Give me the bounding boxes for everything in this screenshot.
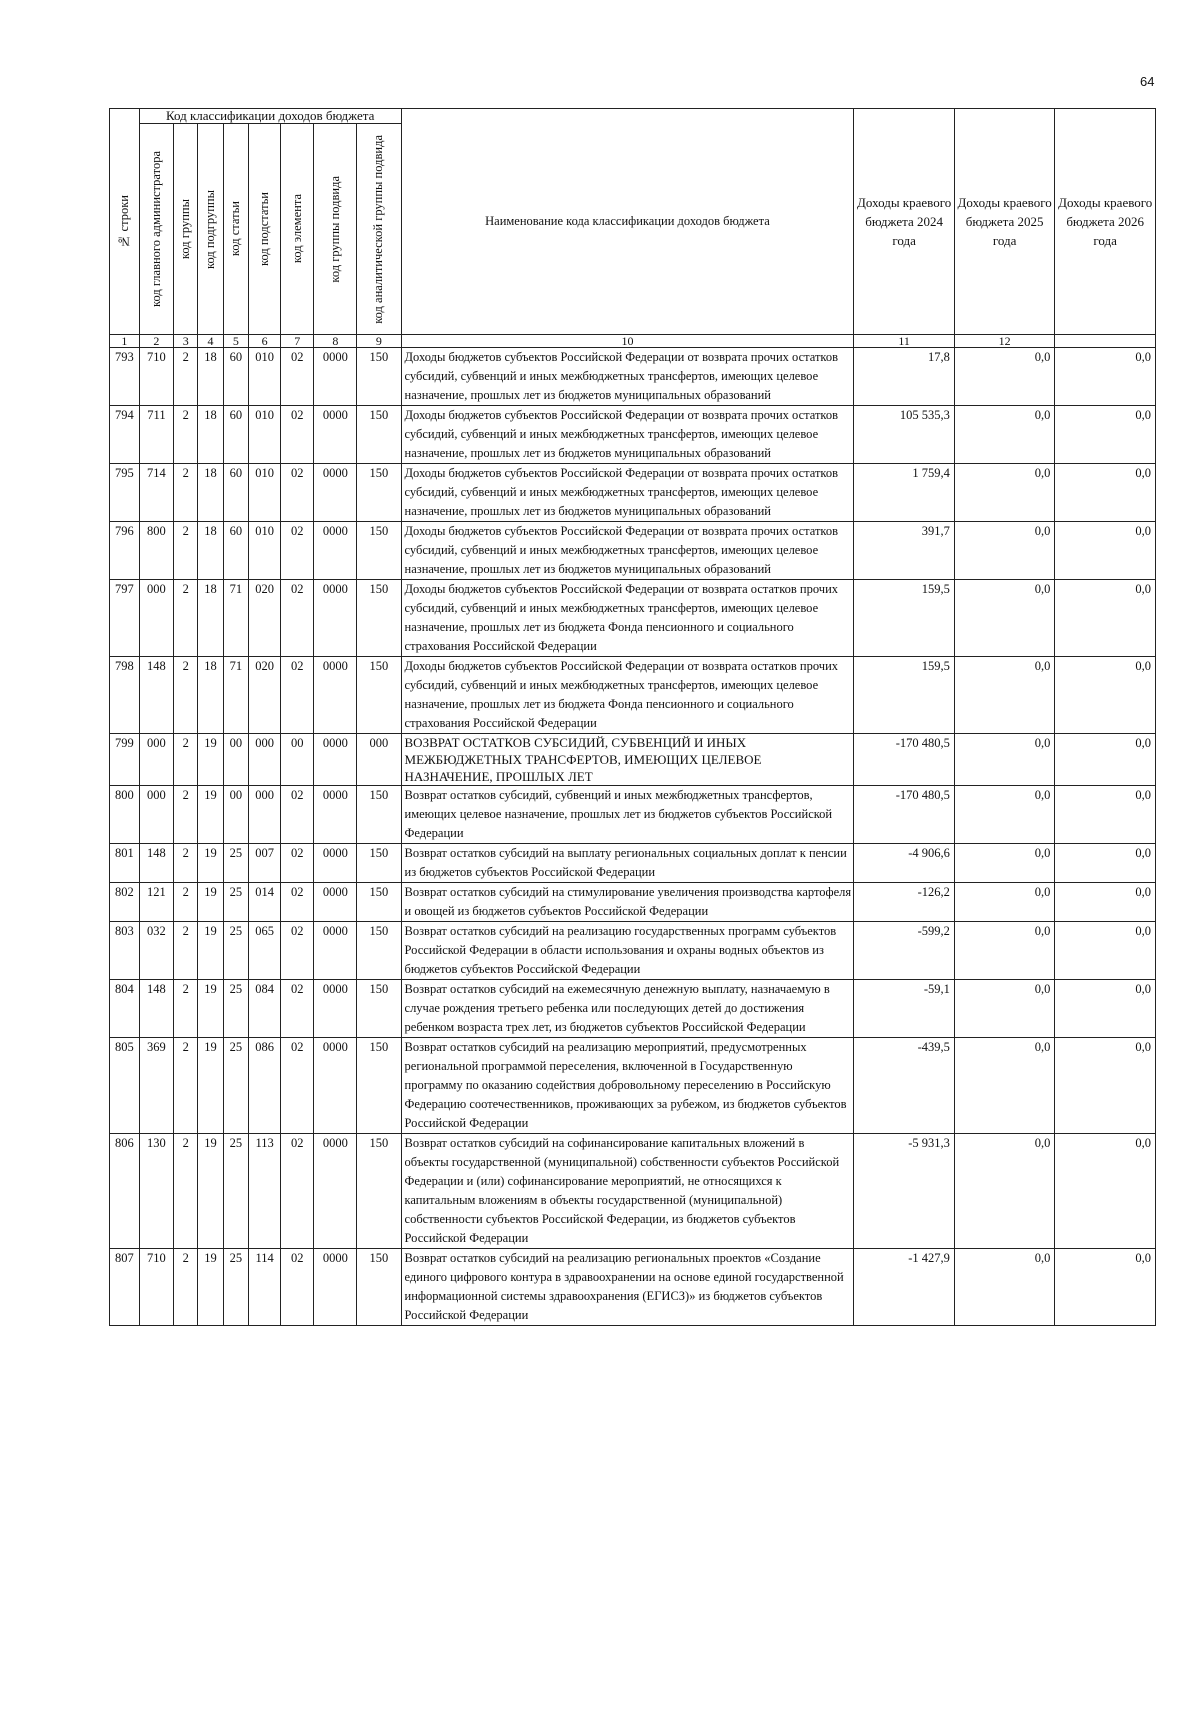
revenue-name-cell: Возврат остатков субсидий на реализацию государственных программ субъектов Российской Федерации в области использования и охраны водных объектов из бюджетов субъектов Российской Федерации [401,922,854,980]
element-code-cell: 00 [281,734,314,786]
analytic-group-code-cell: 150 [357,522,401,580]
row-number-cell: 807 [110,1249,140,1326]
income-2025-cell: 0,0 [954,844,1055,883]
table-row [110,734,1156,786]
income-2026-cell: 0,0 [1055,734,1156,786]
income-2024-cell: -599,2 [854,922,955,980]
analytic-group-code-cell: 150 [357,980,401,1038]
income-2026-cell: 0,0 [1055,464,1156,522]
subarticle-code-cell: 114 [249,1249,281,1326]
subtype-group-code-cell: 0000 [314,734,357,786]
element-code-cell: 02 [281,406,314,464]
column-numbers-row [110,335,1156,348]
analytic-group-code-cell: 150 [357,922,401,980]
income-2024-cell: -4 906,6 [854,844,955,883]
group-code-cell: 2 [174,786,198,844]
column-number [1055,335,1156,348]
revenue-name-cell: Доходы бюджетов субъектов Российской Федерации от возврата прочих остатков субсидий, субвенций и иных межбюджетных трансфертов, имеющих целевое назначение, прошлых лет из бюджетов муниципальных образований [401,464,854,522]
subarticle-code-cell: 020 [249,580,281,657]
table-row [110,844,1156,883]
element-code-cell: 02 [281,786,314,844]
income-2026-cell: 0,0 [1055,883,1156,922]
subtype-group-code-cell: 0000 [314,657,357,734]
admin-code-cell: 148 [139,980,173,1038]
revenue-name-cell: Возврат остатков субсидий на выплату региональных социальных доплат к пенсии из бюджетов субъектов Российской Федерации [401,844,854,883]
table-row [110,1249,1156,1326]
element-code-cell: 02 [281,348,314,406]
table-row [110,1134,1156,1249]
income-2025-cell: 0,0 [954,657,1055,734]
row-number-cell: 805 [110,1038,140,1134]
income-2026-cell: 0,0 [1055,922,1156,980]
income-2024-header: Доходы краевого бюджета 2024 года [854,109,955,335]
budget-revenue-table [109,108,1156,1326]
income-2026-cell: 0,0 [1055,786,1156,844]
subtype-group-code-cell: 0000 [314,464,357,522]
subarticle-code-cell: 010 [249,522,281,580]
analytic-group-code-cell: 150 [357,580,401,657]
group-code-cell: 2 [174,464,198,522]
subgroup-code-header: код подгруппы [198,124,223,335]
group-code-cell: 2 [174,734,198,786]
income-2024-cell: -439,5 [854,1038,955,1134]
income-2024-cell: 159,5 [854,580,955,657]
income-2024-cell: -1 427,9 [854,1249,955,1326]
article-code-cell: 25 [223,1134,248,1249]
subgroup-code-cell: 19 [198,786,223,844]
article-code-cell: 25 [223,883,248,922]
subarticle-code-cell: 000 [249,734,281,786]
subarticle-code-cell: 007 [249,844,281,883]
row-number-cell: 796 [110,522,140,580]
table-row [110,464,1156,522]
subtype-group-code-cell: 0000 [314,1038,357,1134]
subarticle-code-cell: 010 [249,348,281,406]
article-code-cell: 60 [223,406,248,464]
admin-code-cell: 711 [139,406,173,464]
element-code-header: код элемента [281,124,314,335]
name-column-header: Наименование кода классификации доходов бюджета [401,109,854,335]
admin-code-header: код главного администратора [139,124,173,335]
column-number: 3 [174,335,198,348]
subtype-group-code-cell: 0000 [314,348,357,406]
subgroup-code-cell: 19 [198,883,223,922]
column-number: 5 [223,335,248,348]
analytic-group-code-cell: 150 [357,464,401,522]
income-2024-cell: -170 480,5 [854,734,955,786]
column-number: 7 [281,335,314,348]
article-code-cell: 25 [223,1038,248,1134]
analytic-group-code-cell: 150 [357,883,401,922]
element-code-cell: 02 [281,844,314,883]
analytic-group-code-cell: 150 [357,1038,401,1134]
column-number: 4 [198,335,223,348]
article-code-cell: 25 [223,922,248,980]
income-2025-cell: 0,0 [954,922,1055,980]
article-code-cell: 25 [223,844,248,883]
subarticle-code-cell: 010 [249,406,281,464]
article-code-header: код статьи [223,124,248,335]
group-code-cell: 2 [174,657,198,734]
subgroup-code-cell: 19 [198,980,223,1038]
subtype-group-code-cell: 0000 [314,580,357,657]
admin-code-cell: 121 [139,883,173,922]
row-number-cell: 806 [110,1134,140,1249]
subgroup-code-cell: 18 [198,522,223,580]
column-number: 2 [139,335,173,348]
row-number-cell: 801 [110,844,140,883]
article-code-cell: 71 [223,580,248,657]
income-2026-cell: 0,0 [1055,1249,1156,1326]
row-number-cell: 794 [110,406,140,464]
subgroup-code-cell: 18 [198,464,223,522]
subarticle-code-cell: 014 [249,883,281,922]
table-row [110,348,1156,406]
income-2025-cell: 0,0 [954,406,1055,464]
element-code-cell: 02 [281,464,314,522]
revenue-name-cell: Возврат остатков субсидий на реализацию региональных проектов «Создание единого цифрового контура в здравоохранении на основе единой государственной информационной системы здравоохранения (ЕГИСЗ)» из бюджетов субъектов Российской Федерации [401,1249,854,1326]
subgroup-code-cell: 18 [198,406,223,464]
column-number: 6 [249,335,281,348]
row-number-cell: 795 [110,464,140,522]
income-2025-cell: 0,0 [954,786,1055,844]
revenue-name-cell: Возврат остатков субсидий на ежемесячную денежную выплату, назначаемую в случае рождения третьего ребенка или последующих детей до достижения ребенком возраста трех лет, из бюджетов субъектов Российской Федерации [401,980,854,1038]
element-code-cell: 02 [281,1249,314,1326]
subgroup-code-cell: 19 [198,1038,223,1134]
income-2024-cell: 17,8 [854,348,955,406]
subtype-group-code-cell: 0000 [314,883,357,922]
revenue-name-cell: Возврат остатков субсидий на софинансирование капитальных вложений в объекты государственной (муниципальной) собственности субъектов Российской Федерации и (или) софинансирование мероприятий, не относящихся к капитальным вложениям в объекты государственной (муниципальной) собственности субъектов Российской Федерации, из бюджетов субъектов Российской Федерации [401,1134,854,1249]
row-number-cell: 802 [110,883,140,922]
analytic-group-code-cell: 150 [357,1134,401,1249]
income-2026-cell: 0,0 [1055,522,1156,580]
revenue-name-cell: Возврат остатков субсидий, субвенций и иных межбюджетных трансфертов, имеющих целевое назначение, прошлых лет из бюджетов субъектов Российской Федерации [401,786,854,844]
revenue-name-cell: Возврат остатков субсидий на реализацию мероприятий, предусмотренных региональной программой переселения, включенной в Государственную программу по оказанию содействия добровольному переселению в Российскую Федерацию соотечественников, проживающих за рубежом, из бюджетов субъектов Российской Федерации [401,1038,854,1134]
income-2025-header: Доходы краевого бюджета 2025 года [954,109,1055,335]
row-number-cell: 799 [110,734,140,786]
subtype-group-code-header: код группы подвида [314,124,357,335]
income-2024-cell: 159,5 [854,657,955,734]
column-number: 9 [357,335,401,348]
article-code-cell: 60 [223,464,248,522]
row-number-cell: 800 [110,786,140,844]
article-code-cell: 71 [223,657,248,734]
table-row [110,1038,1156,1134]
analytic-group-code-cell: 150 [357,657,401,734]
income-2026-cell: 0,0 [1055,580,1156,657]
subgroup-code-cell: 19 [198,844,223,883]
income-2026-cell: 0,0 [1055,348,1156,406]
subarticle-code-cell: 065 [249,922,281,980]
revenue-name-cell: Доходы бюджетов субъектов Российской Федерации от возврата прочих остатков субсидий, субвенций и иных межбюджетных трансфертов, имеющих целевое назначение, прошлых лет из бюджетов муниципальных образований [401,348,854,406]
subtype-group-code-cell: 0000 [314,844,357,883]
subarticle-code-header: код подстатьи [249,124,281,335]
revenue-name-cell: Доходы бюджетов субъектов Российской Федерации от возврата прочих остатков субсидий, субвенций и иных межбюджетных трансфертов, имеющих целевое назначение, прошлых лет из бюджетов муниципальных образований [401,522,854,580]
income-2024-cell: -126,2 [854,883,955,922]
income-2024-cell: 391,7 [854,522,955,580]
income-2025-cell: 0,0 [954,522,1055,580]
analytic-group-code-cell: 150 [357,844,401,883]
subgroup-code-cell: 18 [198,657,223,734]
subgroup-code-cell: 19 [198,1249,223,1326]
column-number: 11 [854,335,955,348]
row-number-header: № строки [110,109,140,335]
group-code-cell: 2 [174,844,198,883]
table-row [110,522,1156,580]
income-2025-cell: 0,0 [954,1134,1055,1249]
element-code-cell: 02 [281,1038,314,1134]
income-2026-cell: 0,0 [1055,1134,1156,1249]
admin-code-cell: 148 [139,844,173,883]
table-row [110,980,1156,1038]
subgroup-code-cell: 18 [198,348,223,406]
subgroup-code-cell: 19 [198,922,223,980]
income-2025-cell: 0,0 [954,883,1055,922]
classification-code-header: Код классификации доходов бюджета [139,109,401,124]
table-row [110,580,1156,657]
income-2024-cell: -5 931,3 [854,1134,955,1249]
element-code-cell: 02 [281,522,314,580]
element-code-cell: 02 [281,1134,314,1249]
admin-code-cell: 000 [139,580,173,657]
analytic-group-code-cell: 150 [357,786,401,844]
income-2025-cell: 0,0 [954,734,1055,786]
group-code-cell: 2 [174,922,198,980]
income-2026-cell: 0,0 [1055,980,1156,1038]
subarticle-code-cell: 113 [249,1134,281,1249]
subarticle-code-cell: 020 [249,657,281,734]
admin-code-cell: 000 [139,734,173,786]
revenue-name-cell: Возврат остатков субсидий на стимулирование увеличения производства картофеля и овощей из бюджетов субъектов Российской Федерации [401,883,854,922]
admin-code-cell: 032 [139,922,173,980]
income-2026-cell: 0,0 [1055,657,1156,734]
group-code-cell: 2 [174,348,198,406]
table-row [110,883,1156,922]
subtype-group-code-cell: 0000 [314,786,357,844]
element-code-cell: 02 [281,657,314,734]
row-number-cell: 793 [110,348,140,406]
admin-code-cell: 710 [139,1249,173,1326]
group-code-cell: 2 [174,406,198,464]
admin-code-cell: 000 [139,786,173,844]
admin-code-cell: 800 [139,522,173,580]
admin-code-cell: 130 [139,1134,173,1249]
subarticle-code-cell: 010 [249,464,281,522]
page-number: 64 [1140,74,1155,89]
row-number-cell: 803 [110,922,140,980]
column-number: 1 [110,335,140,348]
group-code-cell: 2 [174,980,198,1038]
group-code-cell: 2 [174,1038,198,1134]
table-row [110,406,1156,464]
table-row [110,657,1156,734]
subtype-group-code-cell: 0000 [314,1134,357,1249]
analytic-group-code-cell: 150 [357,406,401,464]
group-code-cell: 2 [174,883,198,922]
income-2026-header: Доходы краевого бюджета 2026 года [1055,109,1156,335]
analytic-group-code-cell: 150 [357,348,401,406]
row-number-cell: 798 [110,657,140,734]
table-row [110,786,1156,844]
article-code-cell: 00 [223,786,248,844]
group-code-cell: 2 [174,580,198,657]
group-code-header: код группы [174,124,198,335]
subtype-group-code-cell: 0000 [314,922,357,980]
subtype-group-code-cell: 0000 [314,1249,357,1326]
group-code-cell: 2 [174,1249,198,1326]
income-2025-cell: 0,0 [954,348,1055,406]
table-row [110,922,1156,980]
subgroup-code-cell: 19 [198,734,223,786]
revenue-name-cell: Доходы бюджетов субъектов Российской Федерации от возврата прочих остатков субсидий, субвенций и иных межбюджетных трансфертов, имеющих целевое назначение, прошлых лет из бюджетов муниципальных образований [401,406,854,464]
subarticle-code-cell: 000 [249,786,281,844]
article-code-cell: 60 [223,522,248,580]
income-2025-cell: 0,0 [954,464,1055,522]
admin-code-cell: 148 [139,657,173,734]
income-2026-cell: 0,0 [1055,844,1156,883]
column-number: 10 [401,335,854,348]
revenue-name-cell: Доходы бюджетов субъектов Российской Федерации от возврата остатков прочих субсидий, субвенций и иных межбюджетных трансфертов, имеющих целевое назначение, прошлых лет из бюджета Фонда пенсионного и социального страхования Российской Федерации [401,657,854,734]
income-2024-cell: 1 759,4 [854,464,955,522]
analytic-group-code-header: код аналитической группы подвида [357,124,401,335]
group-code-cell: 2 [174,1134,198,1249]
admin-code-cell: 369 [139,1038,173,1134]
subtype-group-code-cell: 0000 [314,406,357,464]
article-code-cell: 25 [223,1249,248,1326]
row-number-cell: 797 [110,580,140,657]
article-code-cell: 25 [223,980,248,1038]
income-2025-cell: 0,0 [954,980,1055,1038]
analytic-group-code-cell: 000 [357,734,401,786]
element-code-cell: 02 [281,922,314,980]
income-2025-cell: 0,0 [954,1038,1055,1134]
analytic-group-code-cell: 150 [357,1249,401,1326]
income-2024-cell: 105 535,3 [854,406,955,464]
row-number-cell: 804 [110,980,140,1038]
income-2026-cell: 0,0 [1055,406,1156,464]
group-code-cell: 2 [174,522,198,580]
element-code-cell: 02 [281,883,314,922]
subtype-group-code-cell: 0000 [314,980,357,1038]
column-number: 8 [314,335,357,348]
element-code-cell: 02 [281,980,314,1038]
income-2024-cell: -170 480,5 [854,786,955,844]
subarticle-code-cell: 086 [249,1038,281,1134]
subgroup-code-cell: 18 [198,580,223,657]
element-code-cell: 02 [281,580,314,657]
income-2026-cell: 0,0 [1055,1038,1156,1134]
article-code-cell: 00 [223,734,248,786]
revenue-name-cell: ВОЗВРАТ ОСТАТКОВ СУБСИДИЙ, СУБВЕНЦИЙ И ИНЫХ МЕЖБЮДЖЕТНЫХ ТРАНСФЕРТОВ, ИМЕЮЩИХ ЦЕЛЕВОЕ НАЗНАЧЕНИЕ, ПРОШЛЫХ ЛЕТ [401,734,854,786]
revenue-name-cell: Доходы бюджетов субъектов Российской Федерации от возврата остатков прочих субсидий, субвенций и иных межбюджетных трансфертов, имеющих целевое назначение, прошлых лет из бюджета Фонда пенсионного и социального страхования Российской Федерации [401,580,854,657]
article-code-cell: 60 [223,348,248,406]
income-2024-cell: -59,1 [854,980,955,1038]
subtype-group-code-cell: 0000 [314,522,357,580]
admin-code-cell: 710 [139,348,173,406]
income-2025-cell: 0,0 [954,1249,1055,1326]
admin-code-cell: 714 [139,464,173,522]
subarticle-code-cell: 084 [249,980,281,1038]
subgroup-code-cell: 19 [198,1134,223,1249]
column-number: 12 [954,335,1055,348]
income-2025-cell: 0,0 [954,580,1055,657]
